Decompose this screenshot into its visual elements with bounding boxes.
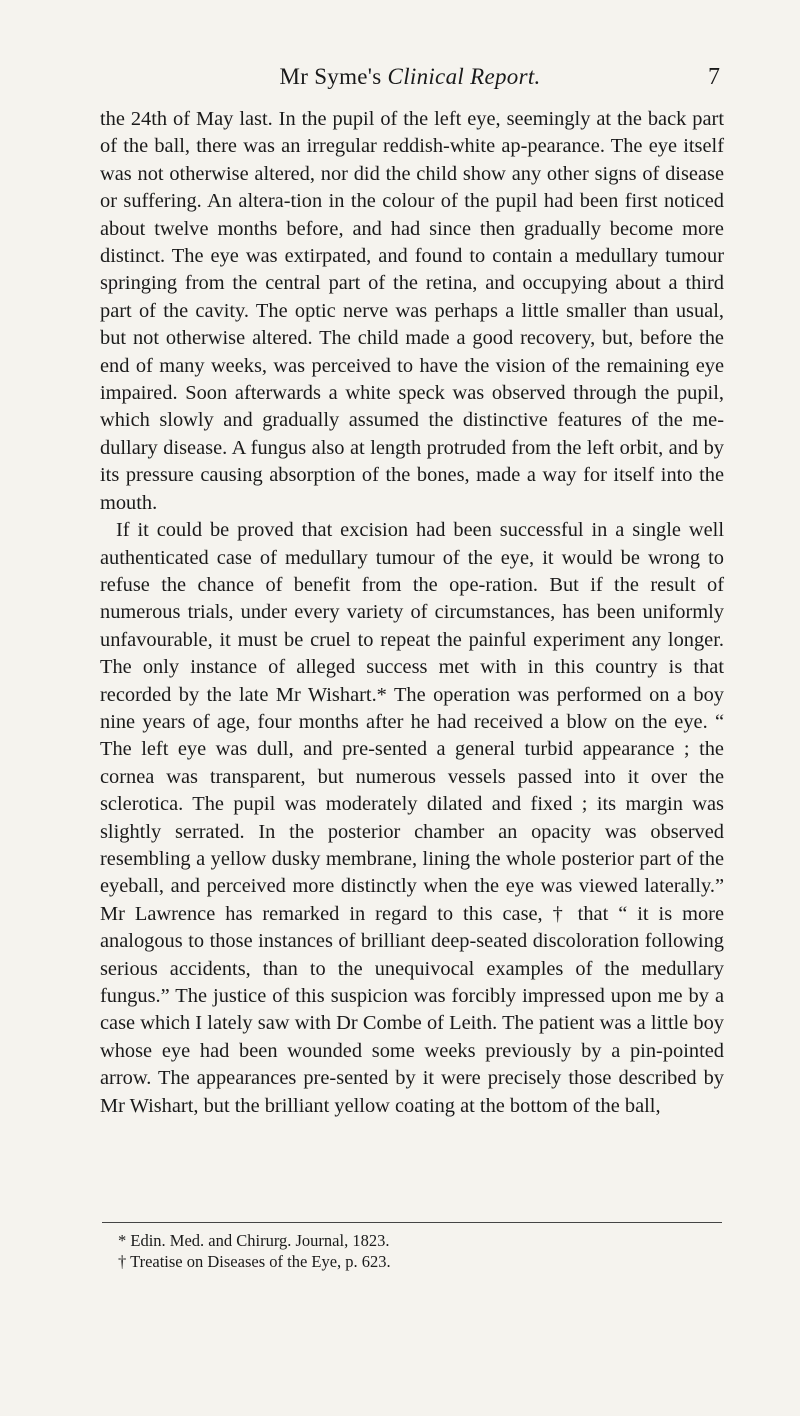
running-title-prefix: Mr Syme's <box>279 64 388 89</box>
footnote-rule <box>102 1222 722 1223</box>
footnote-1: * Edin. Med. and Chirurg. Journal, 1823. <box>118 1231 390 1250</box>
paragraph-1: the 24th of May last. In the pupil of the left eye, seemingly at the back part of the ball, there was an irregular reddish-white ap-pearance. The eye itself was not otherwise altered, nor did the child show any other signs of disease or suffering. An altera-tion in the colour of the pupil had been first noticed about twelve months before, and had since then gradually become more distinct. The eye was extirpated, and found to contain a medullary tumour springing from the central part of the retina, and occupying about a third part of the cavity. The optic nerve was perhaps a little smaller than usual, but not otherwise altered. The child made a good recovery, but, before the end of many weeks, was perceived to have the vision of the remaining eye impaired. Soon afterwards a white speck was observed through the pupil, which slowly and gradually assumed the distinctive features of the me-dullary disease. A fungus also at length protruded from the left orbit, and by its pressure causing absorption of the bones, made a way for itself into the mouth. <box>100 108 724 514</box>
body-text <box>100 106 724 1120</box>
page-number: 7 <box>708 64 720 90</box>
footnotes <box>118 1230 718 1272</box>
running-title-italic: Clinical Report. <box>387 64 541 89</box>
running-title <box>100 64 720 90</box>
paragraph-2: If it could be proved that excision had been successful in a single well authenticated case of medullary tumour of the eye, it would be wrong to refuse the chance of benefit from the ope-ration. But if the result of numerous trials, under every variety of circumstances, has been uniformly unfavourable, it must be cruel to repeat the painful experiment any longer. The only instance of alleged success met with in this country is that recorded by the late Mr Wishart.* The operation was performed on a boy nine years of age, four months after he had received a blow on the eye. “ The left eye was dull, and pre-sented a general turbid appearance ; the cornea was transparent, but numerous vessels passed into it over the sclerotica. The pupil was moderately dilated and fixed ; its margin was slightly serrated. In the posterior chamber an opacity was observed resembling a yellow dusky membrane, lining the whole posterior part of the eyeball, and perceived more distinctly when the eye was viewed laterally.” Mr Lawrence has remarked in regard to this case, † that “ it is more analogous to those instances of brilliant deep-seated discoloration following serious accidents, than to the unequivocal examples of the medullary fungus.” The justice of this suspicion was forcibly impressed upon me by a case which I lately saw with Dr Combe of Leith. The patient was a little boy whose eye had been wounded some weeks previously by a pin-pointed arrow. The appearances pre-sented by it were precisely those described by Mr Wishart, but the brilliant yellow coating at the bottom of the ball, <box>100 519 724 1117</box>
footnote-2: † Treatise on Diseases of the Eye, p. 623. <box>118 1252 391 1271</box>
running-head <box>100 64 720 100</box>
